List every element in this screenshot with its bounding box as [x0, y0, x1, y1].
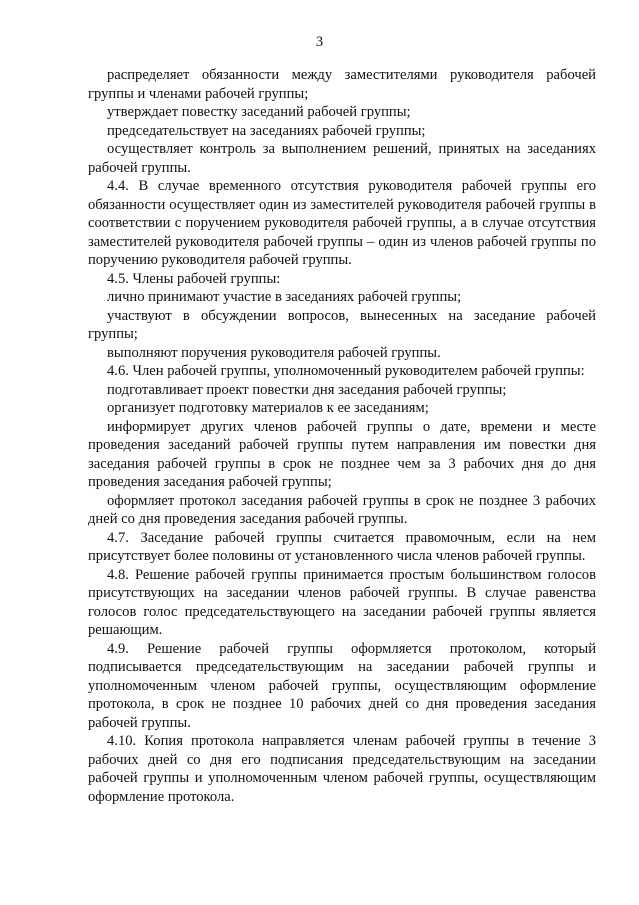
paragraph-members-execute: выполняют поручения руководителя рабочей группы.: [107, 344, 441, 361]
paragraph-prepare-agenda: подготавливает проект повестки дня заседания рабочей группы;: [107, 381, 507, 398]
paragraph-4-4: 4.4. В случае временного отсутствия руководителя рабочей группы его обязанности осуществляет один из заместителей руководителя рабочей группы в соответствии с поручением руководителя рабочей группы, а в случае отсутствия заместителей руководителя рабочей группы – один из членов рабочей группы по поручению руководителя рабочей группы.: [88, 178, 596, 268]
paragraph-4-6: 4.6. Член рабочей группы, уполномоченный руководителем рабочей группы:: [107, 363, 585, 379]
paragraph-duty-preside: председательствует на заседаниях рабочей группы;: [107, 122, 426, 139]
paragraph-4-7: 4.7. Заседание рабочей группы считается правомочным, если на нем присутствует более половины от установленного числа членов рабочей группы.: [88, 529, 596, 564]
paragraph-4-9: 4.9. Решение рабочей группы оформляется протоколом, который подписывается председательствующим на заседании рабочей группы и уполномоченным членом рабочей группы, осуществляющим оформление протокола, в срок не позднее 10 рабочих дней со дня проведения заседания рабочей группы.: [88, 640, 596, 731]
paragraph-duty-control: осуществляет контроль за выполнением решений, принятых на заседаниях рабочей группы.: [88, 141, 596, 176]
paragraph-4-5: 4.5. Члены рабочей группы:: [107, 270, 281, 287]
paragraph-draft-protocol: оформляет протокол заседания рабочей группы в срок не позднее 3 рабочих дней со дня проведения заседания рабочей группы.: [88, 492, 596, 527]
paragraph-inform-members: информирует других членов рабочей группы о дате, времени и месте проведения заседаний рабочей группы путем направления им повестки дня заседания рабочей группы в срок не позднее чем за 3 рабочих дня до дня проведения заседания рабочей группы;: [88, 418, 596, 490]
document-body: [88, 66, 596, 806]
paragraph-4-8: 4.8. Решение рабочей группы принимается простым большинством голосов присутствующих на заседании членов рабочей группы. В случае равенства голосов голос председательствующего на заседании рабочей группы является решающим.: [88, 566, 596, 638]
paragraph-members-attend: лично принимают участие в заседаниях рабочей группы;: [107, 289, 462, 305]
paragraph-4-10: 4.10. Копия протокола направляется членам рабочей группы в течение 3 рабочих дней со дня его подписания председательствующим на заседании рабочей группы и уполномоченным членом рабочей группы, осуществляющим оформление протокола.: [88, 733, 596, 805]
paragraph-members-discuss: участвуют в обсуждении вопросов, вынесенных на заседание рабочей группы;: [88, 307, 596, 342]
paragraph-duty-approve-agenda: утверждает повестку заседаний рабочей группы;: [107, 104, 411, 120]
paragraph-duty-distribute: распределяет обязанности между заместителями руководителя рабочей группы и членами рабочей группы;: [88, 67, 596, 102]
page-number: 3: [315, 34, 324, 50]
paragraph-organize-materials: организует подготовку материалов к ее заседаниям;: [107, 400, 429, 416]
